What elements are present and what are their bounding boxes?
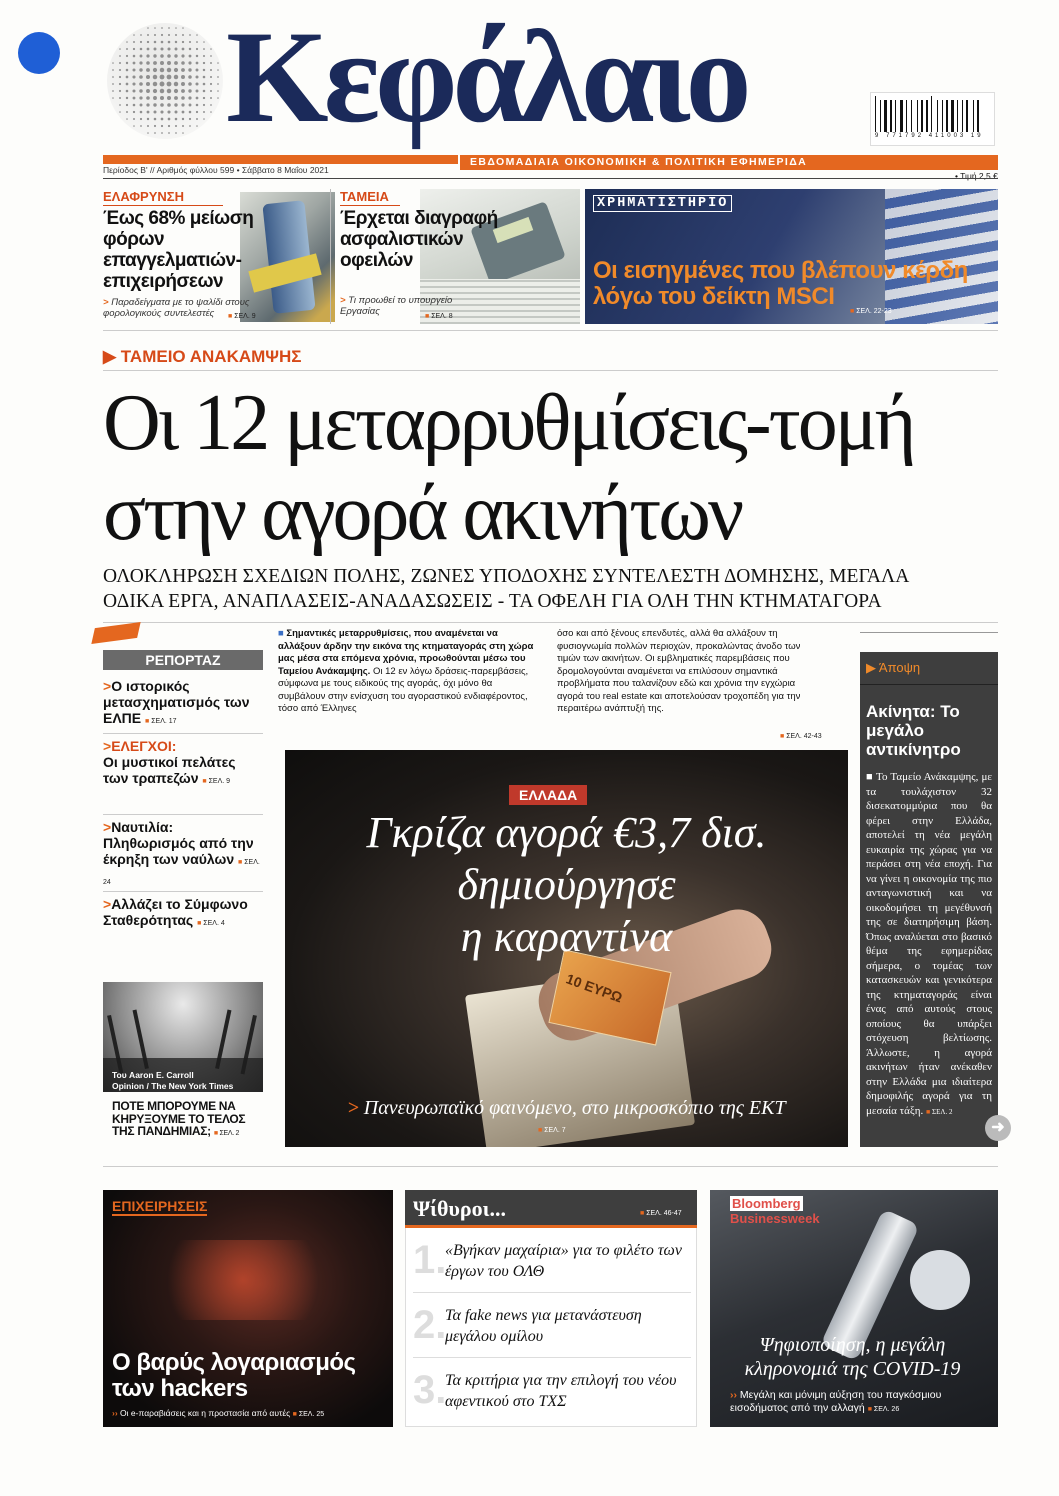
story2-page: ■ ΣΕΛ. 8: [425, 313, 453, 320]
issue-line: Περίοδος Β' // Αριθμός φύλλου 599 • Σάββατο 8 Μαΐου 2021: [103, 165, 329, 175]
lead-body-column2: [557, 628, 819, 716]
euro-note-text: 10 EYPΩ: [564, 970, 625, 1006]
lead-deck-line2: ΟΔΙΚΑ ΕΡΓΑ, ΑΝΑΠΛΑΣΕΙΣ-ΑΝΑΔΑΣΩΣΕΙΣ - ΤΑ ΟΦΕΛΗ ΓΙΑ ΟΛΗ ΤΗΝ ΚΤΗΜΑΤΑΓΟΡΑ: [103, 591, 882, 612]
opinion-box-headline[interactable]: ΠΟΤΕ ΜΠΟΡΟΥΜΕ ΝΑ ΚΗΡΥΞΟΥΜΕ ΤΟ ΤΕΛΟΣ ΤΗΣ ΠΑΝΔΗΜΙΑΣ; ■ ΣΕΛ. 2: [112, 1100, 262, 1141]
bloomberg-logo-line2: Businessweek: [730, 1211, 820, 1226]
business-sub: ›› Οι e-παραβιάσεις και η προστασία από αυτές ■ ΣΕΛ. 25: [112, 1408, 397, 1418]
story1-page: ■ ΣΕΛ. 9: [228, 313, 256, 320]
whispers-label: Ψίθυροι...: [413, 1196, 506, 1221]
lead-body-text1: Οι 12 εν λόγω δράσεις-παρεμβάσεις, σύμφωνα με τους ειδικούς της αγοράς, όχι μόνο θα συμβάλουν στην ενίσχυση του αγοραστικού ενδιαφέροντος, τόσο από Έλληνες: [278, 665, 529, 714]
masthead-orange-band-left: [103, 155, 458, 164]
lead-deck-line1: ΟΛΟΚΛΗΡΩΣΗ ΣΧΕΔΙΩΝ ΠΟΛΗΣ, ΖΩΝΕΣ ΥΠΟΔΟΧΗΣ ΣΥΝΤΕΛΕΣΤΗ ΔΟΜΗΣΗΣ, ΜΕΓΑΛΑ: [103, 566, 910, 587]
feature-sub: > Πανευρωπαϊκό φαινόμενο, στο μικροσκόπιο της ΕΚΤ: [347, 1097, 786, 1119]
lead-headline-line2[interactable]: στην αγορά ακινήτων: [103, 469, 742, 557]
opinion-column-label: ▶ Άποψη: [866, 660, 921, 675]
reportage-item-3[interactable]: >Ναυτιλία: Πληθωρισμός από την έκρηξη των ναύλων ■ ΣΕΛ. 24: [103, 819, 263, 891]
whisper-2-number: 2.: [413, 1303, 447, 1347]
story3-headline[interactable]: Οι εισηγμένες που βλέπουν κέρδη λόγω του δείκτη MSCI: [593, 257, 968, 310]
reportage-ribbon-icon: [91, 622, 140, 644]
business-headline[interactable]: Ο βαρύς λογαριασμός των hackers: [112, 1349, 356, 1402]
opinion-byline-2: Opinion / The New York Times: [112, 1081, 234, 1091]
whisper-3-text[interactable]: Τα κριτήρια για την επιλογή του νέου αφεντικού στο ΤΧΣ: [445, 1372, 677, 1410]
story1-sub: > Παραδείγματα με το ψαλίδι στους φορολογικούς συντελεστές: [103, 297, 250, 319]
reportage-item-4[interactable]: >Αλλάζει το Σύμφωνο Σταθερότητας ■ ΣΕΛ. 4: [103, 896, 263, 932]
punch-hole-mark: [18, 32, 60, 74]
lead-body-column1: ■ Σημαντικές μεταρρυθμίσεις, που αναμένεται να αλλάξουν άρδην την εικόνα της κτηματαγοράς στη χώρα μας μέσα στα επόμενα χρόνια, προωθούνται μέσω του Ταμείου Ανάκαμψης. Οι 12 εν λόγω δράσεις-παρεμβάσεις, σύμφωνα με τους ειδικούς της αγοράς, όχι μόνο θα συμβάλουν στην ενίσχυση του αγοραστικού ενδιαφέροντος, τόσο από Έλληνες: [278, 628, 534, 714]
opinion-column-body: ■ Το Ταμείο Ανάκαμψης, με τα τουλάχιστον 32 δισεκατομμύρια που θα φέρει στην Ελλάδα, αποτελεί τη νέα μεγάλη ευκαιρία της χώρας για να περάσει στη νέα εποχή. Για να γίνει η οικονομία της πιο ανταγωνιστική και να οικοδομήσει τη μεγέθυνσή της σε διατηρήσιμη βάση. Όπως αναλύεται στο βασικό θέμα της εφημερίδας σήμερα, ο τομέας των κατασκευών και γενικότερα της κτηματαγοράς είναι ένας από αυτούς στους οποίους θα υπάρξει στόχευση βελτίωσης. Άλλωστε, η αγορά ακινήτων ήταν ανέκαθεν στην Ελλάδα μια ιδιαίτερα δημοφιλής αγορά για τη μεσαία τάξη. ■ ΣΕΛ. 2: [866, 770, 992, 1119]
whisper-1-number: 1.: [413, 1238, 447, 1282]
story1-headline[interactable]: Έως 68% μείωση φόρων επαγγελματιών-επιχειρήσεων: [103, 208, 254, 292]
story3-kicker: ΧΡΗΜΑΤΙΣΤΗΡΙΟ: [593, 195, 732, 212]
barcode: [870, 92, 995, 146]
lead-body-bold: Σημαντικές μεταρρυθμίσεις, που αναμένεται να αλλάξουν άρδην την εικόνα της κτηματαγοράς στη χώρα μας μέσα στα επόμενα χρόνια, προωθούνται μέσω του Ταμείου Ανάκαμψης.: [278, 628, 534, 677]
reportage-label: ΡΕΠΟΡΤΑΖ: [103, 650, 263, 670]
tagline-text: ΕΒΔΟΜΑΔΙΑΙΑ ΟΙΚΟΝΟΜΙΚΗ & ΠΟΛΙΤΙΚΗ ΕΦΗΜΕΡΙΔΑ: [470, 156, 808, 168]
opinion-byline-1: Του Aaron E. Carroll: [112, 1070, 194, 1080]
business-kicker: ΕΠΙΧΕΙΡΗΣΕΙΣ: [112, 1198, 208, 1214]
bloomberg-logo-line1: Bloomberg: [732, 1196, 801, 1211]
globe-logo-icon: [98, 20, 232, 142]
lead-body-text2: όσο και από ξένους επενδυτές, αλλά θα αλλάξουν τη φυσιογνωμία πολλών περιοχών, προκαλώντας άνοδο των τιμών των ακινήτων. Οι εμβληματικές παρεμβάσεις που δρομολογούνται αναμένεται να επιλύσουν σημαντικά προβλήματα που ταλανίζουν εδώ και χρόνια την εγχώρια αγορά του real estate και αποτελούσαν τροχοπέδη για την περαιτέρω ανάπτυξή της.: [557, 628, 801, 714]
feature-badge: ΕΛΛΑΔΑ: [509, 785, 587, 805]
whispers-page: ■ ΣΕΛ. 46-47: [640, 1210, 682, 1217]
story2-headline[interactable]: Έρχεται διαγραφή ασφαλιστικών οφειλών: [340, 208, 498, 271]
masthead-tagline: [460, 155, 998, 170]
price: • Τιμή 2,5 €: [955, 171, 998, 181]
masthead-title[interactable]: Κεφάλαιο: [226, 3, 747, 150]
whisper-2-text[interactable]: Τα fake news για μετανάστευση μεγάλου ομίλου: [445, 1307, 642, 1345]
bloomberg-sub: ›› Μεγάλη και μόνιμη αύξηση του παγκόσμιου εισοδήματος από την αλλαγή ■ ΣΕΛ. 26: [730, 1389, 995, 1416]
bloomberg-headline[interactable]: Ψηφιοποίηση, η μεγάλη κληρονομιά της COVID-19: [744, 1334, 961, 1380]
story2-sub: > Τι προωθεί το υπουργείο Εργασίας: [340, 295, 453, 317]
next-arrow-icon[interactable]: ➜: [985, 1115, 1011, 1141]
feature-headline-line2[interactable]: δημιούργησε: [457, 860, 676, 909]
story3-page: ■ ΣΕΛ. 22-23: [850, 308, 892, 315]
lead-headline-line1[interactable]: Οι 12 μεταρρυθμίσεις-τομή: [103, 379, 914, 467]
feature-headline-line3[interactable]: η καραντίνα: [460, 912, 673, 961]
barcode-number: 9 771792 411003 19: [875, 133, 984, 139]
lead-page: ■ ΣΕΛ. 42-43: [780, 733, 822, 740]
reportage-item-2[interactable]: >ΕΛΕΓΧΟΙ: Οι μυστικοί πελάτες των τραπεζών ■ ΣΕΛ. 9: [103, 738, 263, 790]
feature-page: ■ ΣΕΛ. 7: [538, 1127, 566, 1134]
reportage-item-1[interactable]: >Ο ιστορικός μετασχηματισμός των ΕΛΠΕ ■ ΣΕΛ. 17: [103, 678, 263, 730]
story2-kicker: ΤΑΜΕΙΑ: [340, 189, 389, 204]
opinion-column-headline[interactable]: Ακίνητα: Το μεγάλο αντικίνητρο: [866, 702, 961, 759]
lead-kicker: ▶ ΤΑΜΕΙΟ ΑΝΑΚΑΜΨΗΣ: [103, 347, 302, 366]
whisper-1-text[interactable]: «Βγήκαν μαχαίρια» για το φιλέτο των έργων του ΟΛΘ: [445, 1242, 682, 1280]
story1-kicker: ΕΛΑΦΡΥΝΣΗ: [103, 189, 184, 204]
feature-headline-line1[interactable]: Γκρίζα αγορά €3,7 δισ.: [366, 808, 767, 857]
whisper-3-number: 3.: [413, 1368, 447, 1412]
